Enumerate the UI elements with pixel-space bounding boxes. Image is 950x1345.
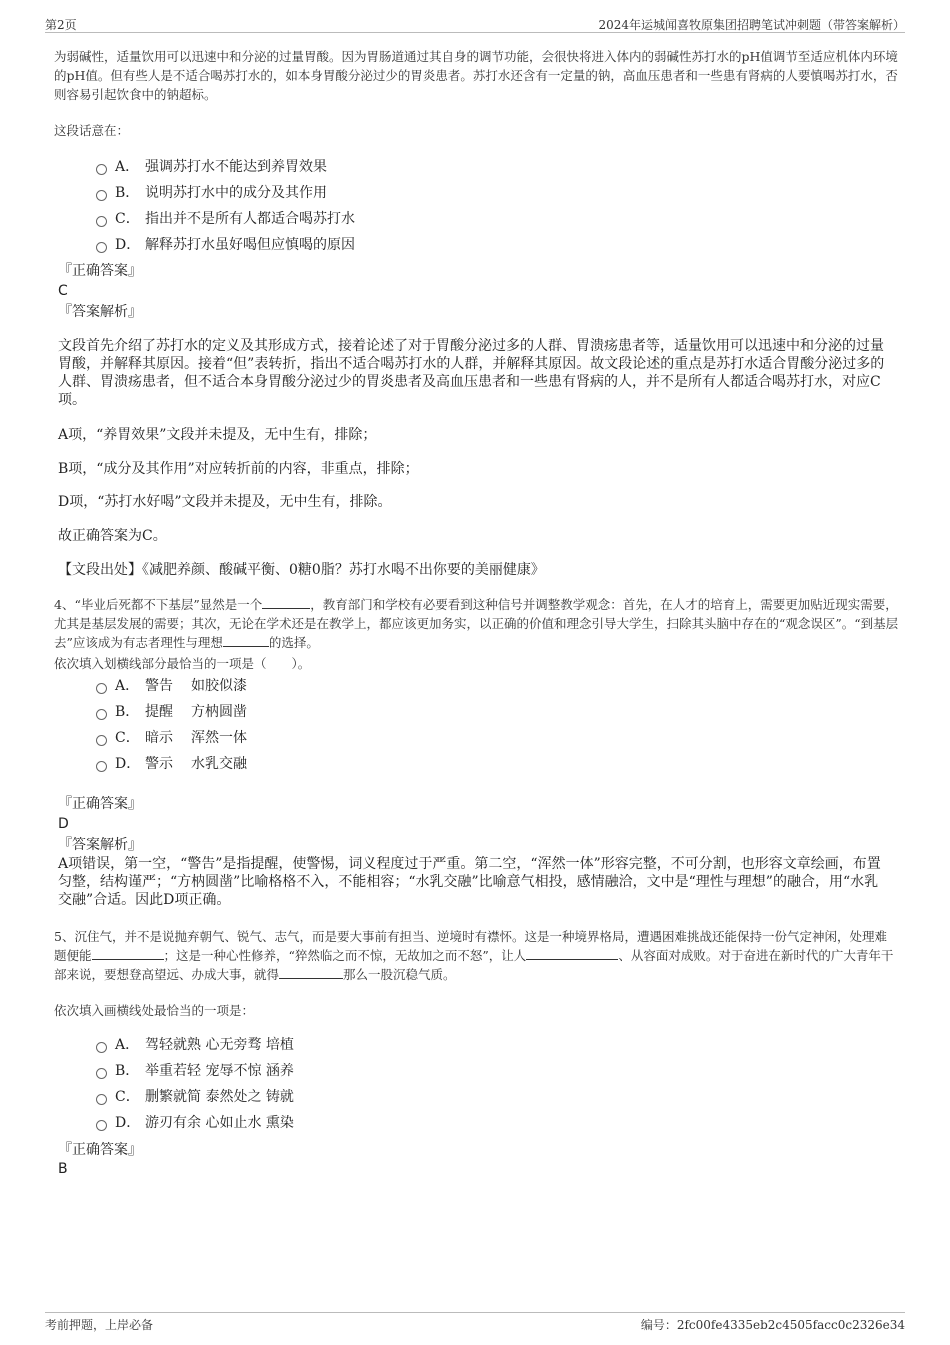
q3-analysis: 文段首先介绍了苏打水的定义及其形成方式，接着论述了对于胃酸分泌过多的人群、胃溃疡患者等，适量饮用可以迅速中和分泌的过量胃酸，并解释其原因。接着“但”表转折，指出不适合喝苏打水的人群，并解释其原因。故文段论述的重点是苏打水适合胃酸分泌过多的人群、胃溃疡患者，但不适合本身胃酸分泌过少的胃炎患者及高血压患者和一些患有肾病的人，并不是所有人都适合喝苏打水，对应C项。 bbox=[58, 338, 885, 408]
blank-3 bbox=[279, 965, 343, 979]
radio-icon[interactable] bbox=[96, 1120, 107, 1131]
q3-option-a[interactable]: A． 强调苏打水不能达到养胃效果 bbox=[96, 157, 327, 177]
q5-answer-label: 『正确答案』 bbox=[58, 1142, 142, 1158]
q4-analysis-label: 『答案解析』 bbox=[58, 837, 142, 853]
blank-2 bbox=[223, 633, 269, 647]
q3-stem: 这段话意在： bbox=[54, 123, 130, 138]
q3-note-d: D项，“苏打水好喝”文段并未提及，无中生有，排除。 bbox=[58, 494, 392, 510]
q5-option-b[interactable]: B． 举重若轻 宠辱不惊 涵养 bbox=[96, 1061, 294, 1081]
radio-icon[interactable] bbox=[96, 1094, 107, 1105]
q4-option-b[interactable]: B． 提醒 方枘圆凿 bbox=[96, 702, 247, 722]
blank-1 bbox=[262, 595, 310, 609]
q5-option-d[interactable]: D． 游刃有余 心如止水 熏染 bbox=[96, 1113, 294, 1133]
q3-option-b[interactable]: B． 说明苏打水中的成分及其作用 bbox=[96, 183, 327, 203]
radio-icon[interactable] bbox=[96, 735, 107, 746]
q3-option-d[interactable]: D． 解释苏打水虽好喝但应慎喝的原因 bbox=[96, 235, 355, 255]
q4-option-d[interactable]: D． 警示 水乳交融 bbox=[96, 754, 247, 774]
q3-conclusion: 故正确答案为C。 bbox=[58, 528, 167, 544]
radio-icon[interactable] bbox=[96, 216, 107, 227]
q3-source: 【文段出处】《减肥养颜、酸碱平衡、0糖0脂？苏打水喝不出你要的美丽健康》 bbox=[58, 562, 545, 578]
radio-icon[interactable] bbox=[96, 709, 107, 720]
q4-answer: D bbox=[58, 816, 69, 832]
page-footer bbox=[45, 1312, 905, 1333]
document-code: 编号：2fc00fe4335eb2c4505facc0c2326e34 bbox=[640, 1318, 905, 1332]
q4-option-a[interactable]: A． 警告 如胶似漆 bbox=[96, 676, 247, 696]
q4-option-c[interactable]: C． 暗示 浑然一体 bbox=[96, 728, 247, 748]
q5-option-c[interactable]: C． 删繁就简 泰然处之 铸就 bbox=[96, 1087, 294, 1107]
q3-answer: C bbox=[58, 283, 68, 299]
q5-option-a[interactable]: A． 驾轻就熟 心无旁骛 培植 bbox=[96, 1035, 294, 1055]
radio-icon[interactable] bbox=[96, 164, 107, 175]
q5-passage: 5、沉住气，并不是说抛弃朝气、锐气、志气，而是要大事前有担当、逆境时有襟怀。这是一种境界格局，遭遇困难挑战还能保持一份气定神闲，处理难题便能 ；这是一种心性修养，“猝然临之而不惊，无故加之而不怒”，让人 、从容面对成败。对于奋进在新时代的广大青年干部来说，要想登高望远、办成大事，就得 那么一股沉稳气质。 bbox=[54, 929, 894, 982]
q3-passage: 为弱碱性，适量饮用可以迅速中和分泌的过量胃酸。因为胃肠道通过其自身的调节功能，会很快将进入体内的弱碱性苏打水的pH值调节至适应机体内环境的pH值。但有些人是不适合喝苏打水的，如本身胃酸分泌过少的胃炎患者。苏打水还含有一定量的钠，高血压患者和一些患有肾病的人要慎喝苏打水，否则容易引起饮食中的钠超标。 bbox=[54, 49, 898, 102]
blank-1 bbox=[92, 946, 164, 960]
radio-icon[interactable] bbox=[96, 1068, 107, 1079]
q3-answer-label: 『正确答案』 bbox=[58, 263, 142, 279]
q4-answer-label: 『正确答案』 bbox=[58, 796, 142, 812]
radio-icon[interactable] bbox=[96, 242, 107, 253]
q5-stem: 依次填入画横线处最恰当的一项是： bbox=[54, 1003, 255, 1018]
page-header bbox=[45, 14, 905, 33]
page-number: 第2页 bbox=[45, 18, 77, 32]
radio-icon[interactable] bbox=[96, 683, 107, 694]
q4-passage: 4、“毕业后死都不下基层”显然是一个 ，教育部门和学校有必要看到这种信号并调整教学观念：首先，在人才的培育上，需要更加贴近现实需要，尤其是基层发展的需要；其次，无论在学术还是在教学上，都应该更加务实，以正确的价值和理念引导大学生，扫除其头脑中存在的“观念误区”。“到基层去”应该成为有志者理性与理想 的选择。 bbox=[54, 597, 899, 650]
q5-answer: B bbox=[58, 1161, 68, 1177]
q3-option-c[interactable]: C． 指出并不是所有人都适合喝苏打水 bbox=[96, 209, 355, 229]
radio-icon[interactable] bbox=[96, 1042, 107, 1053]
footer-slogan: 考前押题，上岸必备 bbox=[45, 1318, 154, 1332]
q3-note-b: B项，“成分及其作用”对应转折前的内容，非重点，排除； bbox=[58, 461, 419, 477]
q4-analysis: A项错误，第一空，“警告”是指提醒，使警惕，词义程度过于严重。第二空，“浑然一体”形容完整，不可分割，也形容文章绘画，布置匀整，结构谨严；“方枘圆凿”比喻格格不入，不能相容；“水乳交融”比喻意气相投，感情融洽，文中是“理性与理想”的融合，用“水乳交融”合适。因此D项正确。 bbox=[58, 856, 881, 908]
q3-note-a: A项，“养胃效果”文段并未提及，无中生有，排除； bbox=[58, 427, 377, 443]
q4-stem: 依次填入划横线部分最恰当的一项是（ ）。 bbox=[54, 656, 311, 671]
document-title: 2024年运城闻喜牧原集团招聘笔试冲刺题（带答案解析） bbox=[598, 18, 905, 32]
q3-analysis-label: 『答案解析』 bbox=[58, 304, 142, 320]
radio-icon[interactable] bbox=[96, 761, 107, 772]
radio-icon[interactable] bbox=[96, 190, 107, 201]
blank-2 bbox=[526, 946, 618, 960]
